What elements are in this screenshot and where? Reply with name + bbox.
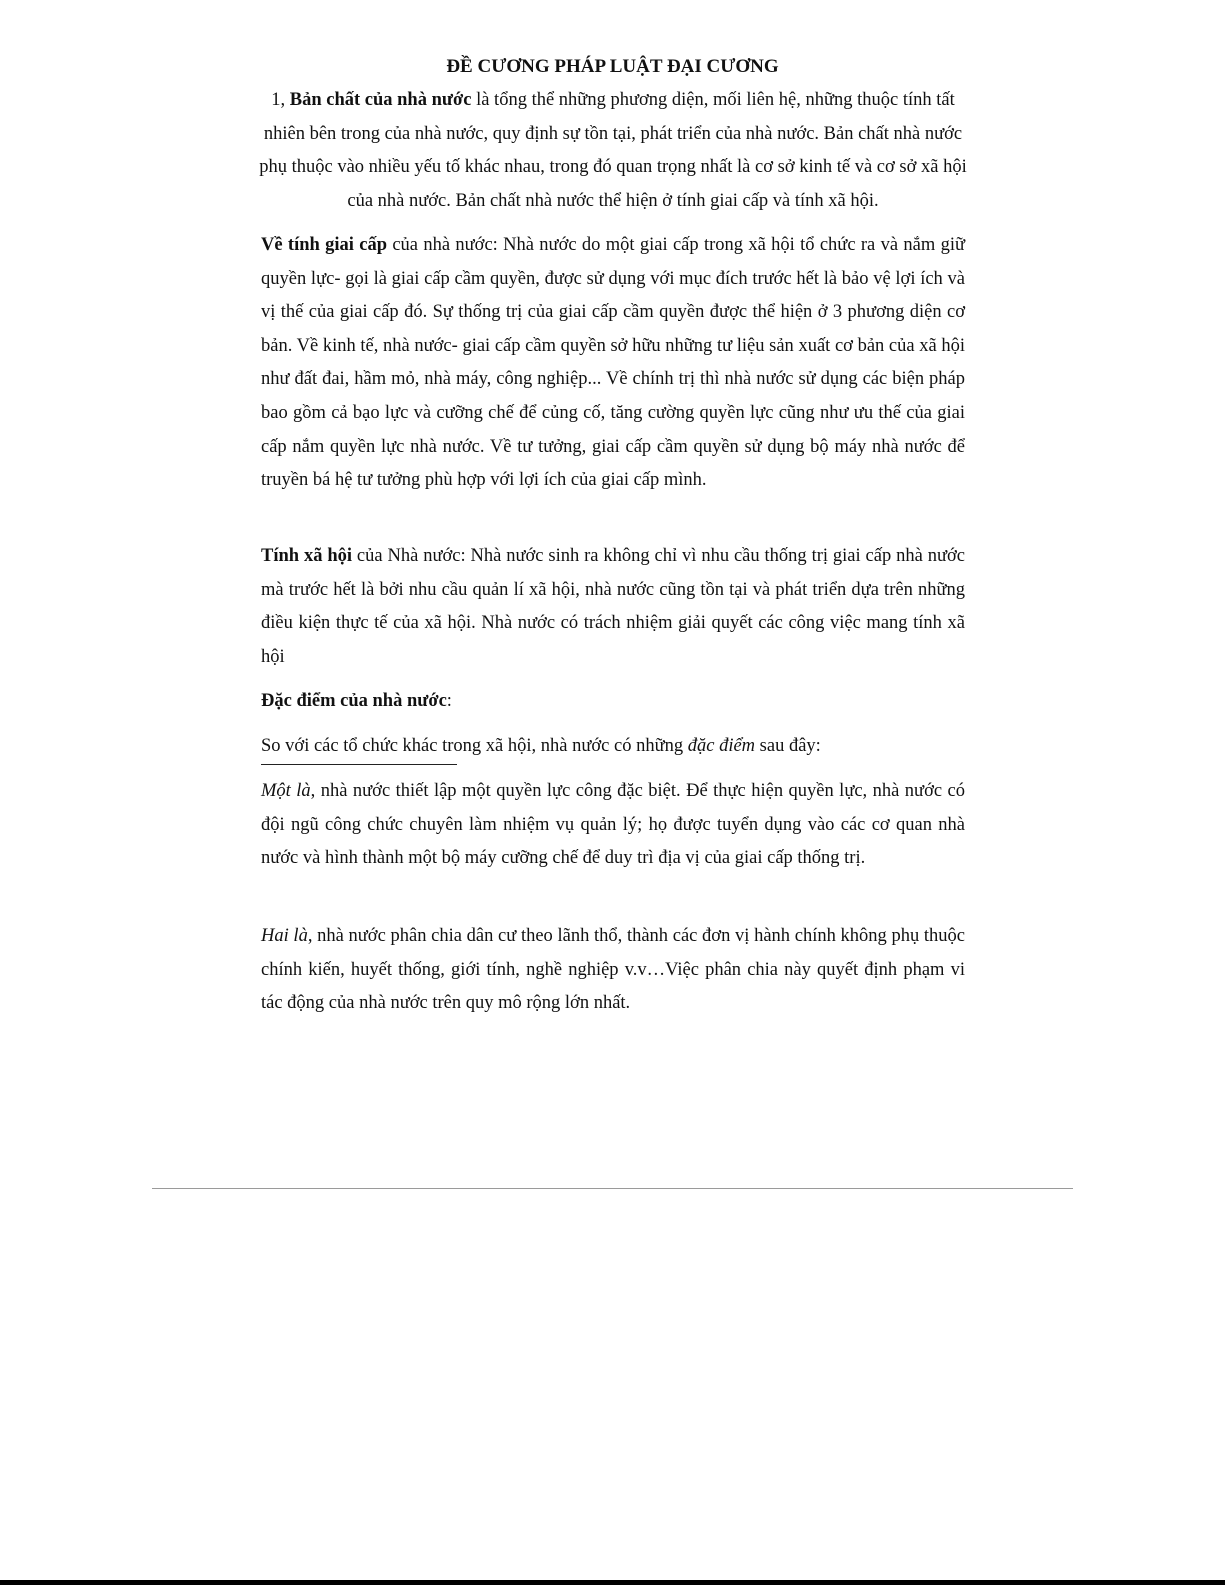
paragraph-text: , nhà nước phân chia dân cư theo lãnh thổ, thành các đơn vị hành chính không phụ thuộc chính kiến, huyết thống, giới tính, nghề nghiệp v.v…Việc phân chia này quyết định phạm vi tác động của nhà nước trên quy mô rộng lớn nhất.: [261, 926, 965, 1014]
paragraph-mot-la: [261, 775, 965, 876]
paragraph-text: là tổng thể những phương diện, mối liên hệ, những thuộc tính tất nhiên bên trong của nhà nước, quy định sự tồn tại, phát triển của nhà nước. Bản chất nhà nước phụ thuộc vào nhiều yếu tố khác nhau, trong đó quan trọng nhất là cơ sở kinh tế và cơ sở xã hội của nhà nước. Bản chất nhà nước thể hiện ở tính giai cấp và tính xã hội.: [259, 90, 967, 211]
paragraph-so-voi: [261, 730, 965, 764]
paragraph-text: So với các tổ chức khác trong xã hội, nhà nước có những: [261, 736, 688, 756]
underline-mark: [261, 764, 457, 765]
paragraph-ban-chat: [255, 84, 971, 218]
paragraph-text: , nhà nước thiết lập một quyền lực công đặc biệt. Để thực hiện quyền lực, nhà nước có đội ngũ công chức chuyên làm nhiệm vụ quản lý; họ được tuyển dụng vào các cơ quan nhà nước và hình thành một bộ máy cưỡng chế để duy trì địa vị của giai cấp thống trị.: [261, 781, 965, 869]
term-tinh-xa-hoi: Tính xã hội: [261, 546, 353, 566]
bottom-edge-bar: [0, 1580, 1225, 1585]
term-dac-diem: Đặc điểm của nhà nước: [261, 691, 447, 711]
paragraph-hai-la: [261, 920, 965, 1021]
paragraph-dac-diem-heading: [261, 685, 965, 719]
paragraph-text: của Nhà nước: Nhà nước sinh ra không chỉ vì nhu cầu thống trị giai cấp nhà nước mà trước hết là bởi nhu cầu quản lí xã hội, nhà nước cũng tồn tại và phát triển dựa trên những điều kiện thực tế của xã hội. Nhà nước có trách nhiệm giải quyết các công việc mang tính xã hội: [261, 546, 965, 667]
paragraph-text: :: [446, 691, 452, 711]
paragraph-text: của nhà nước: Nhà nước do một giai cấp trong xã hội tổ chức ra và nắm giữ quyền lực- gọi là giai cấp cầm quyền, được sử dụng với mục đích trước hết là bảo vệ lợi ích và vị thế của giai cấp đó. Sự thống trị của giai cấp cầm quyền được thể hiện ở 3 phương diện cơ bản. Về kinh tế, nhà nước- giai cấp cầm quyền sở hữu những tư liệu sản xuất cơ bản của xã hội như đất đai, hầm mỏ, nhà máy, công nghiệp... Về chính trị thì nhà nước sử dụng các biện pháp bao gồm cả bạo lực và cưỡng chế để củng cố, tăng cường quyền lực cũng như ưu thế của giai cấp nắm quyền lực nhà nước. Về tư tưởng, giai cấp cầm quyền sử dụng bộ máy nhà nước để truyền bá hệ tư tưởng phù hợp với lợi ích của giai cấp mình.: [261, 235, 966, 491]
term-dac-diem-italic: đặc điểm: [687, 736, 756, 756]
paragraph-tinh-giai-cap: [261, 229, 965, 498]
paragraph-prefix: 1,: [271, 90, 290, 110]
term-hai-la: Hai là: [261, 926, 308, 946]
term-tinh-giai-cap: Về tính giai cấp: [261, 235, 387, 255]
document-title: ĐỀ CƯƠNG PHÁP LUẬT ĐẠI CƯƠNG: [446, 56, 779, 77]
paragraph-tinh-xa-hoi: [261, 540, 965, 674]
paragraph-text: sau đây:: [755, 736, 821, 756]
page-divider: [152, 1188, 1073, 1189]
term-mot-la: Một là: [261, 781, 311, 801]
term-ban-chat: Bản chất của nhà nước: [289, 90, 472, 110]
